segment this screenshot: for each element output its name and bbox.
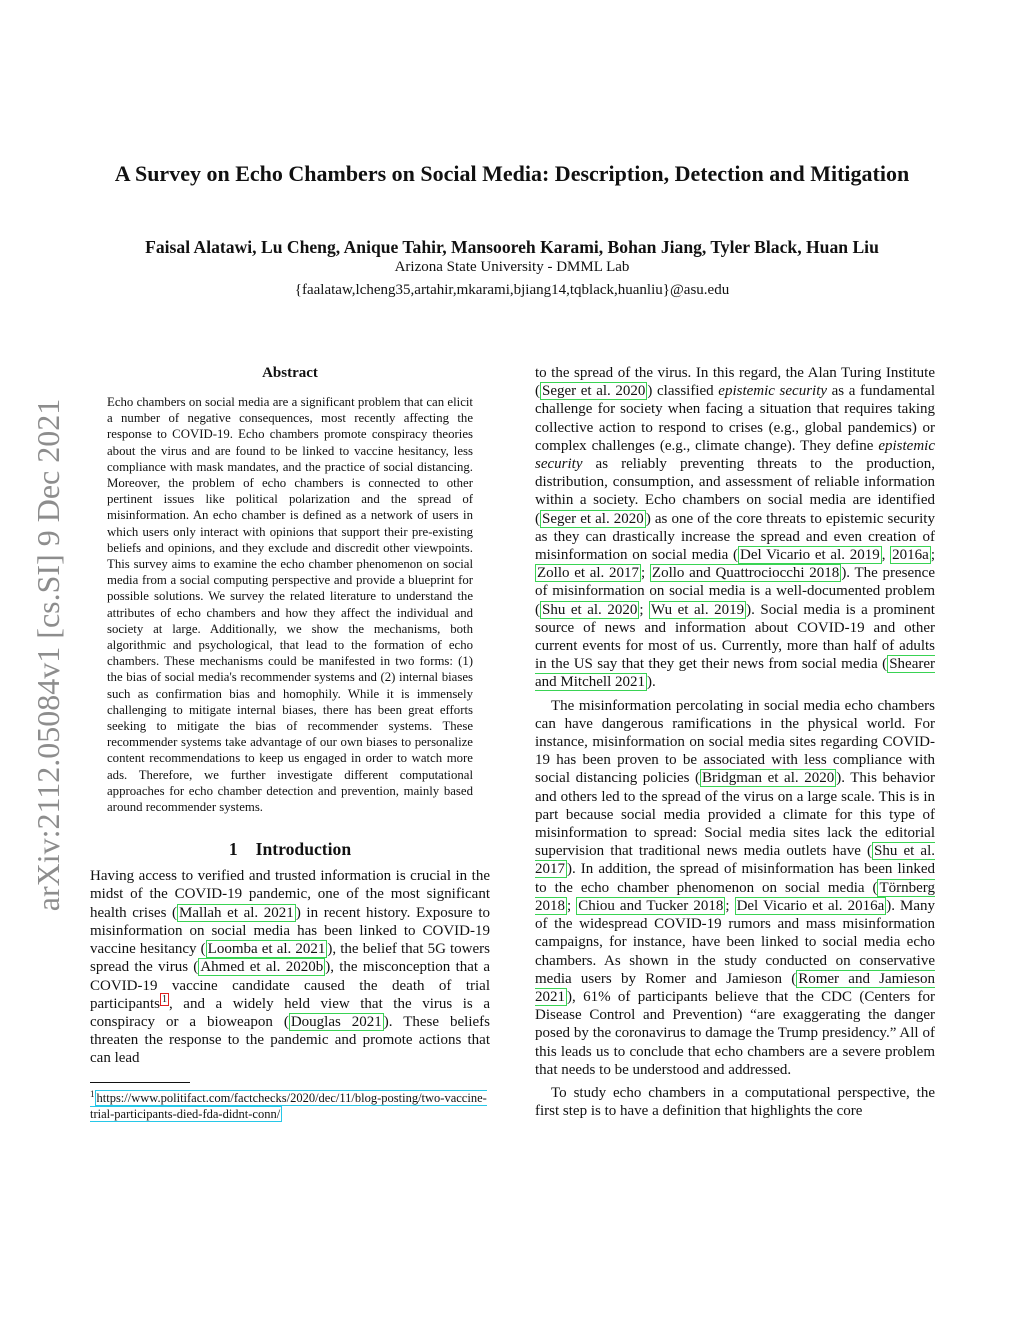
paragraph: to the spread of the virus. In this regard, the Alan Turing Institute ( Seger et al. 2020 ) classified epistemic security as a fundamental challenge for society when facing a situation that requires taking collective action to respond to crises (e.g., global pandemics) or complex challenges (e.g., climate change). They define epistemic security as reliably preventing threats to the production, distribution, consumption, and assessment of reliable information within a society. Echo chambers on social media are identified ( Seger et al. 2020 ) as one of the core threats to epistemic security as they can drastically increase the spread and even creation of misinformation on social media ( Del Vicario et al. 2019 , 2016a ; Zollo et al. 2017 ; Zollo and Quattrociocchi 2018 ). The presence of misinformation on social media is a well-documented problem ( Shu et al. 2020 ; Wu et al. 2019 ). Social media is a prominent source of news and information about COVID-19 and other current events for most of us. Currently, more than half of adults in the US say that they get their news from social media ( Shearer and Mitchell 2021 ). (535, 365, 936, 691)
author-list: Faisal Alatawi, Lu Cheng, Anique Tahir, Mansooreh Karami, Bohan Jiang, Tyler Black, Huan Liu (145, 237, 879, 257)
paragraph: To study echo chambers in a computational perspective, the first step is to have a definition that highlights the core (535, 1084, 935, 1120)
footnote-url-link[interactable]: https://www.politifact.com/factchecks/2020/dec/11/blog-posting/two-vaccine-trial-participants-died-fda-didnt-conn/ (90, 1090, 487, 1121)
citation-link[interactable]: Ahmed et al. 2020b (200, 959, 324, 976)
citation-link[interactable]: Douglas 2021 (290, 1013, 382, 1030)
paper-title: A Survey on Echo Chambers on Social Media: Description, Detection and Mitigation (114, 161, 910, 186)
arxiv-identifier: arXiv:2112.05084v1 [cs.SI] 9 Dec 2021 (30, 398, 66, 912)
footnote (90, 1086, 490, 1122)
citation-link[interactable]: Zollo et al. 2017 (537, 565, 640, 582)
left-column (90, 364, 490, 1122)
citation-link[interactable]: Shu et al. 2020 (542, 601, 638, 618)
citation-link[interactable]: Zollo and Quattrociocchi 2018 (651, 565, 840, 582)
affiliation: Arizona State University - DMML Lab (394, 259, 630, 275)
citation-link[interactable]: Seger et al. 2020 (542, 383, 646, 400)
section-number: 1 (228, 839, 238, 860)
abstract-heading: Abstract (262, 365, 318, 381)
citation-link[interactable]: 2016a (892, 547, 929, 564)
section-heading (90, 839, 490, 859)
intro-paragraph: Having access to verified and trusted information is crucial in the midst of the COVID-19 pandemic, one of the most significant health crises ( Mallah et al. 2021 ) in recent history. Exposure to misinformation on social media has been linked to COVID-19 vaccine hesitancy ( Loomba et al. 2021 ), the belief that 5G towers spread the virus ( Ahmed et al. 2020b ), the misconception that a COVID-19 vaccine candidate caused the death of trial participants $^1$ , and a widely held view that the virus is a conspiracy or a bioweapon ( Douglas 2021 ). These beliefs threaten the response to the pandemic and promote actions that can lead (90, 868, 491, 1067)
paragraph: The misinformation percolating in social media echo chambers can have dangerous ramifications in the physical world. For instance, misinformation on social media sites regarding COVID-19 has been proven to be associated with less compliance with social distancing policies ( Bridgman et al. 2020 ). This behavior and others led to the spread of the virus on a large scale. This is in part because social media provided a climate for this type of misinformation to spread: Social media sites lack the editorial supervision that traditional news media outlets have ( Shu et al. 2017 ). In addition, the spread of misinformation has been linked to the echo chamber phenomenon on social media ( Törnberg 2018 ; Chiou and Tucker 2018 ; Del Vicario et al. 2016a ). Many of the widespread COVID-19 rumors and mass misinformation campaigns, for instance, have been linked to social media echo chambers. As shown in the study conducted on conservative media users by Romer and Jamieson ( Romer and Jamieson 2021 ), 61% of participants believe that the CDC (Centers for Disease Control and Prevention) “are exaggerating the danger posed by the coronavirus to damage the Trump presidency.” All of this leads us to conclude that echo chambers are a severe problem that needs to be understood and addressed. (535, 697, 936, 1078)
footnote-ref-link[interactable]: 1 (161, 993, 167, 1005)
footnote-divider (90, 1082, 190, 1083)
citation-link[interactable]: Del Vicario et al. 2019 (739, 547, 880, 564)
citation-link[interactable]: Bridgman et al. 2020 (702, 770, 835, 787)
citation-link[interactable]: Shearer and Mitchell 2021 (535, 656, 935, 691)
citation-link[interactable]: Loomba et al. 2021 (207, 941, 326, 958)
abstract-text: Echo chambers on social media are a significant problem that can elicit a number of negative consequences, most recently affecting the response to COVID-19. Echo chambers promote conspiracy theories about the virus and are found to be linked to vaccine hesitancy, less compliance with mask mandates, and the practice of social distancing. Moreover, the problem of echo chambers is connected to other pertinent issues like political polarization and the spread of misinformation. An echo chamber is defined as a network of users in which users only interact with opinions that support their pre-existing beliefs and opinions, and they exclude and discredit other viewpoints. This survey aims to examine the echo chamber phenomenon on social media from a social computing perspective and provide a blueprint for possible solutions. We survey the related literature to understand the attributes of echo chambers and how they affect the individual and society at large. Additionally, we show the mechanisms, both algorithmic and psychological, that lead to the formation of echo chambers. These mechanisms could be manifested in two forms: (1) the bias of social media's recommender systems and (2) internal biases such as confirmation bias and homophily. While it is immensely challenging to mitigate internal biases, there has been great efforts seeking to mitigate the bias of recommender systems. These recommender systems take advantage of our own biases to personalize content recommendations to keep us engaged in order to watch more ads. Therefore, we further investigate different computational approaches for echo chamber detection and prevention, mainly based around recommender systems. (107, 395, 473, 815)
section-title: Introduction (255, 839, 352, 860)
citation-link[interactable]: Seger et al. 2020 (542, 510, 644, 527)
citation-link[interactable]: Del Vicario et al. 2016a (736, 897, 885, 914)
citation-link[interactable]: Chiou and Tucker 2018 (578, 897, 724, 914)
footnote-mark: 1 (90, 1088, 95, 1099)
right-column (535, 364, 935, 1120)
citation-link[interactable]: Shu et al. 2017 (535, 843, 935, 878)
citation-link[interactable]: Törnberg 2018 (535, 879, 935, 914)
citation-link[interactable]: Mallah et al. 2021 (179, 904, 294, 921)
citation-link[interactable]: Wu et al. 2019 (651, 601, 745, 618)
author-emails: {faalataw,lcheng35,artahir,mkarami,bjiang14,tqblack,huanliu}@asu.edu (294, 282, 730, 298)
citation-link[interactable]: Romer and Jamieson 2021 (535, 970, 936, 1005)
